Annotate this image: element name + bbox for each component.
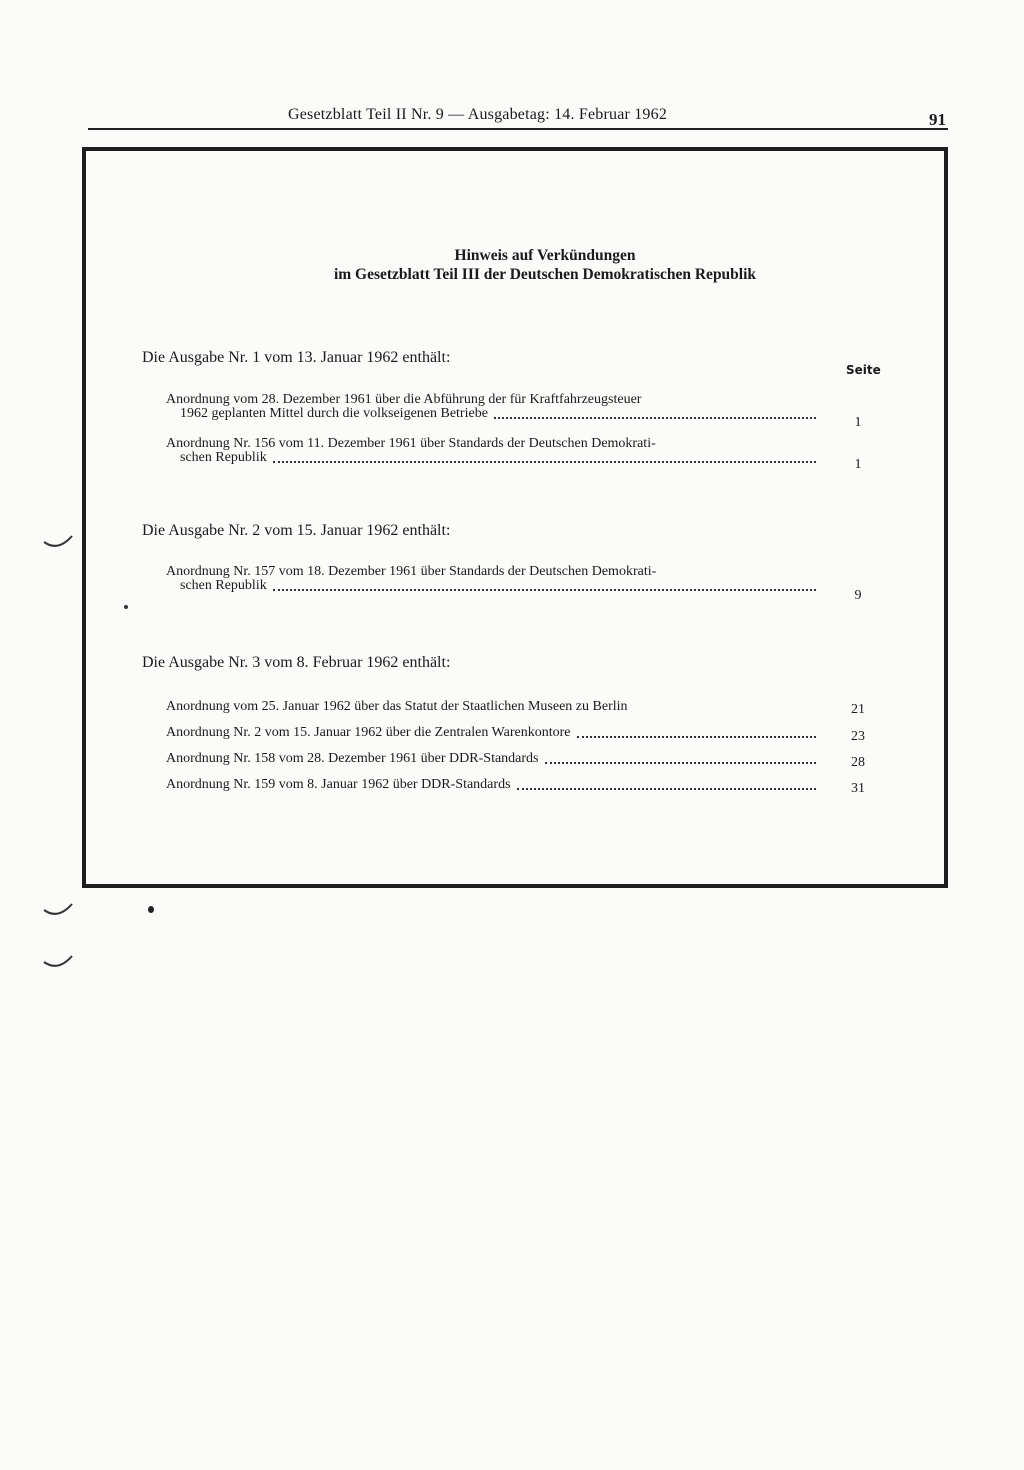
entry-text: Anordnung Nr. 2 vom 15. Januar 1962 über die Zentralen Warenkontore [166, 725, 571, 740]
entry-page-number: 9 [854, 588, 862, 603]
scan-dot [148, 906, 154, 913]
page-number: 91 [929, 110, 946, 129]
issue-3-entry-3 [166, 752, 816, 766]
leader-dots [577, 726, 816, 738]
entry-line1: Anordnung vom 28. Dezember 1961 über die Abführung der für Kraftfahrzeugsteuer [166, 392, 642, 407]
entry-page-number: 31 [851, 781, 865, 796]
scan-mark-1 [40, 530, 76, 554]
entry-text: Anordnung Nr. 159 vom 8. Januar 1962 über DDR-Standards [166, 777, 511, 792]
entry-line1: Anordnung Nr. 157 vom 18. Dezember 1961 über Standards der Deutschen Demokrati- [166, 564, 657, 579]
header-title: Gesetzblatt Teil II Nr. 9 — Ausgabetag: 14. Februar 1962 [288, 106, 668, 123]
notice-heading-line2: im Gesetzblatt Teil III der Deutschen Demokratischen Republik [333, 266, 757, 283]
notice-heading-line1: Hinweis auf Verkündungen [454, 247, 636, 264]
entry-text: Anordnung Nr. 158 vom 28. Dezember 1961 über DDR-Standards [166, 751, 539, 766]
entry-page-number: 1 [854, 415, 862, 430]
leader-dots [517, 778, 816, 790]
entry-line2: schen Republik [180, 578, 267, 593]
leader-dots [494, 407, 816, 419]
scan-mark-2 [40, 898, 76, 922]
leader-dots [273, 579, 816, 591]
issue-1-title: Die Ausgabe Nr. 1 vom 13. Januar 1962 enthält: [142, 349, 451, 366]
issue-2-entry-1 [166, 565, 816, 593]
page-header [88, 100, 948, 130]
issue-1-entry-2 [166, 437, 816, 465]
entry-line2: 1962 geplanten Mittel durch die volkseigenen Betriebe [180, 406, 488, 421]
seite-label: Seite [846, 363, 881, 377]
leader-dots [273, 451, 816, 463]
scan-mark-3 [40, 950, 76, 974]
leader-dots [545, 752, 817, 764]
entry-page-number: 28 [851, 755, 865, 770]
notice-box [82, 147, 948, 888]
scan-dot [124, 605, 128, 609]
entry-page-number: 23 [851, 729, 865, 744]
issue-1-entry-1 [166, 393, 816, 421]
issue-3-entry-1 [166, 700, 816, 714]
entry-page-number: 21 [851, 702, 865, 717]
entry-line1: Anordnung Nr. 156 vom 11. Dezember 1961 über Standards der Deutschen Demokrati- [166, 436, 656, 451]
issue-2-title: Die Ausgabe Nr. 2 vom 15. Januar 1962 enthält: [142, 522, 451, 539]
issue-3-title: Die Ausgabe Nr. 3 vom 8. Februar 1962 enthält: [142, 654, 451, 671]
issue-3-entry-2 [166, 726, 816, 740]
entry-text: Anordnung vom 25. Januar 1962 über das Statut der Staatlichen Museen zu Berlin [166, 699, 628, 714]
entry-line2: schen Republik [180, 450, 267, 465]
issue-3-entry-4 [166, 778, 816, 792]
entry-page-number: 1 [854, 457, 862, 472]
